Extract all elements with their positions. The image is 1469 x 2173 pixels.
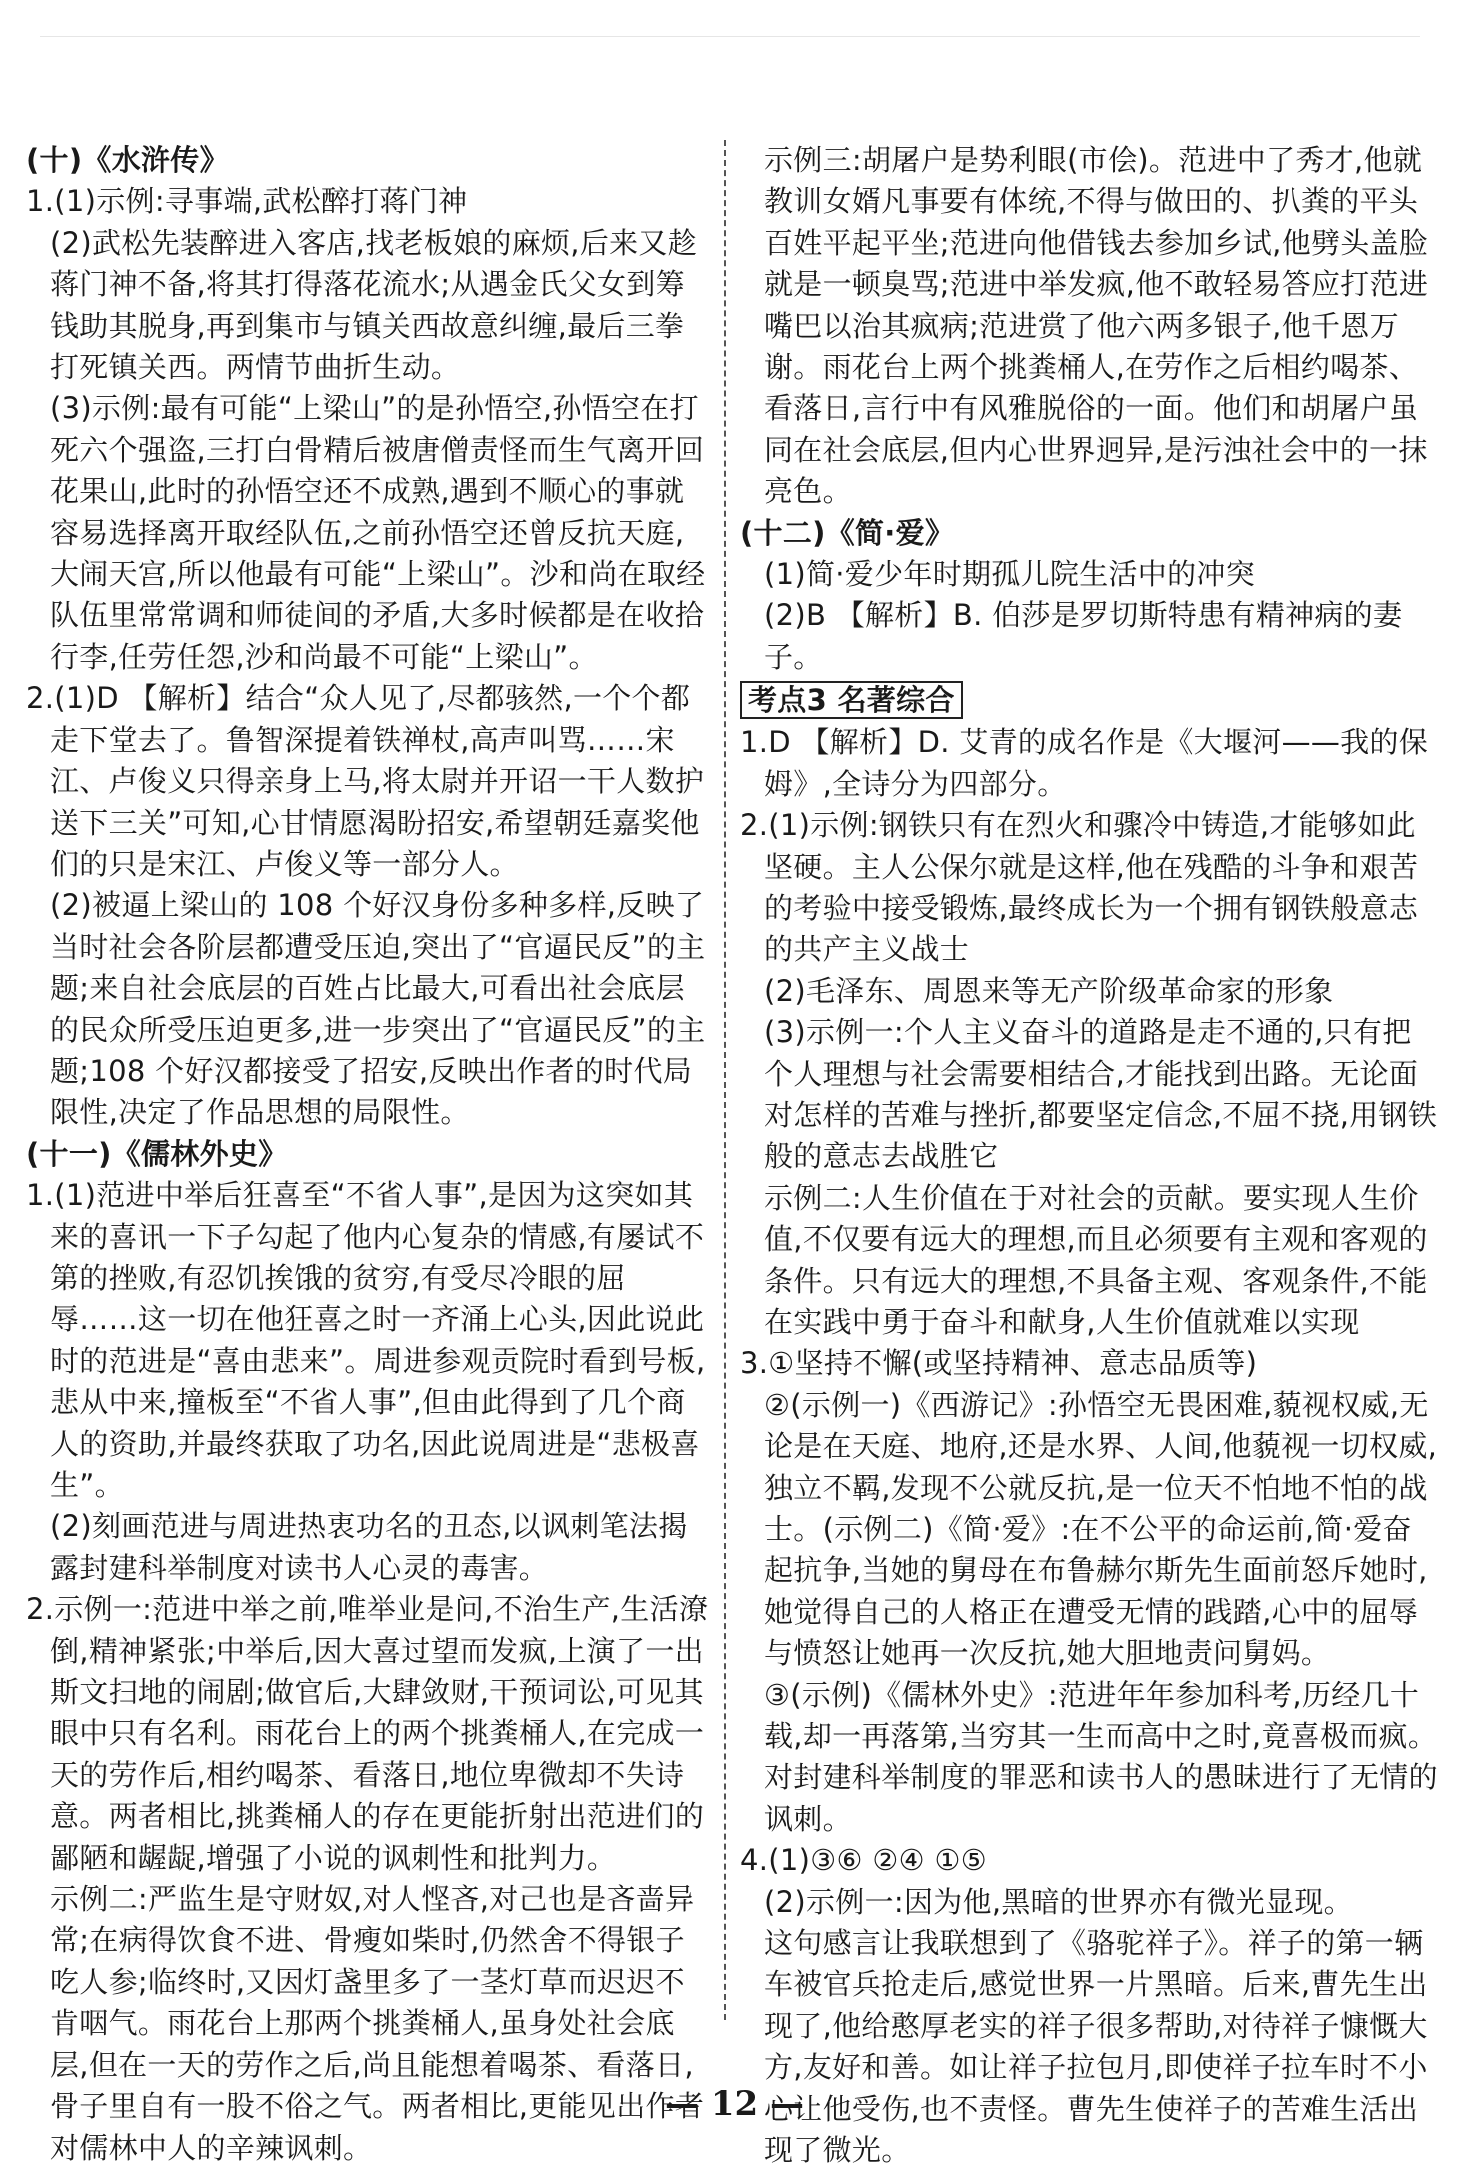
answer-paragraph: 示例二:人生价值在于对社会的贡献。要实现人生价值,不仅要有远大的理想,而且必须要有主观和客观的条件。只有远大的理想,不具备主观、客观条件,不能在实践中勇于奋斗和献身,人生价值就难以实现 [764,1180,1428,1339]
answer-paragraph: (2)毛泽东、周恩来等无产阶级革命家的形象 [764,973,1334,1008]
answer-paragraph: 1.(1)示例:寻事端,武松醉打蒋门神 [26,184,468,219]
answer-paragraph: 2.示例一:范进中举之前,唯举业是问,不治生产,生活潦倒,精神紧张;中举后,因大喜过望而发疯,上演了一出斯文扫地的闹剧;做官后,大肆敛财,干预词讼,可见其眼中只有名利。雨花台上的两个挑粪桶人,在完成一天的劳作后,相约喝茶、看落日,地位卑微却不失诗意。两者相比,挑粪桶人的存在更能折射出范进们的鄙陋和龌龊,增强了小说的讽刺性和批判力。 [26,1592,709,1875]
top-rule [40,36,1420,37]
answer-paragraph: ③(示例)《儒林外史》:范进年年参加科考,历经几十载,却一再落第,当穷其一生而高中之时,竟喜极而疯。对封建科举制度的罪恶和读书人的愚昧进行了无情的讽刺。 [764,1677,1438,1836]
answer-paragraph: (2)武松先装醉进入客店,找老板娘的麻烦,后来又趁蒋门神不备,将其打得落花流水;从遇金氏父女到筹钱助其脱身,再到集市与镇关西故意纠缠,最后三拳打死镇关西。两情节曲折生动。 [50,225,698,385]
answer-paragraph: 示例三:胡屠户是势利眼(市侩)。范进中了秀才,他就教训女婿凡事要有体统,不得与做田的、扒粪的平头百姓平起平坐;范进向他借钱去参加乡试,他劈头盖脸就是一顿臭骂;范进中举发疯,他不敢轻易答应打范进嘴巴以治其疯病;范进赏了他六两多银子,他千恩万谢。雨花台上两个挑粪桶人,在劳作之后相约喝茶、看落日,言行中有风雅脱俗的一面。他们和胡屠户虽同在社会底层,但内心世界迥异,是污浊社会中的一抹亮色。 [764,143,1429,509]
answer-paragraph: 1.(1)范进中举后狂喜至“不省人事”,是因为这突如其来的喜讯一下子勾起了他内心复杂的情感,有屡试不第的挫败,有忍饥挨饿的贫穷,有受尽冷眼的屈辱……这一切在他狂喜之时一齐涌上心头,因此说此时的范进是“喜由悲来”。周进参观贡院时看到号板,悲从中来,撞板至“不省人事”,但由此得到了几个商人的资助,并最终获取了功名,因此说周进是“悲极喜生”。 [26,1178,706,1502]
answer-paragraph: 1.D 【解析】D. 艾青的成名作是《大堰河——我的保姆》,全诗分为四部分。 [740,725,1429,801]
answer-paragraph: 这句感言让我联想到了《骆驼祥子》。祥子的第一辆车被官兵抢走后,感觉世界一片黑暗。后来,曹先生出现了,他给憨厚老实的祥子很多帮助,对待祥子慷慨大方,友好和善。如让祥子拉包月,即使祥子拉车时不小心让他受伤,也不责怪。曹先生使祥子的苦难生活出现了微光。 [764,1926,1428,2168]
answer-paragraph: (2)示例一:因为他,黑暗的世界亦有微光显现。 [764,1884,1353,1919]
answer-paragraph: 2.(1)示例:钢铁只有在烈火和骤冷中铸造,才能够如此坚硬。主人公保尔就是这样,他在残酷的斗争和艰苦的考验中接受锻炼,最终成长为一个拥有钢铁般意志的共产主义战士 [740,808,1419,967]
answer-paragraph: 示例二:严监生是守财奴,对人悭吝,对己也是吝啬异常;在病得饮食不进、骨瘦如柴时,仍然舍不得银子吃人参;临终时,又因灯盏里多了一茎灯草而迟迟不肯咽气。雨花台上那两个挑粪桶人,虽身处社会底层,但在一天的劳作之后,尚且能想着喝茶、看落日,骨子里自有一股不俗之气。两者相比,更能见出作者对儒林中人的辛辣讽刺。 [50,1882,705,2165]
section-title: (十)《水浒传》 [26,143,229,177]
answer-paragraph: (3)示例:最有可能“上梁山”的是孙悟空,孙悟空在打死六个强盗,三打白骨精后被唐僧责怪而生气离开回花果山,此时的孙悟空还不成熟,遇到不顺心的事就容易选择离开取经队伍,之前孙悟空还曾反抗天庭,大闹天宫,所以他最有可能“上梁山”。沙和尚在取经队伍里常常调和师徒间的矛盾,大多时候都是在收拾行李,任劳任怨,沙和尚最不可能“上梁山”。 [50,391,706,674]
answer-paragraph: 2.(1)D 【解析】结合“众人见了,尽都骇然,一个个都走下堂去了。鲁智深提着铁禅杖,高声叫骂……宋江、卢俊义只得亲身上马,将太尉并开诏一干人数护送下三关”可知,心甘情愿渴盼招安,希望朝廷嘉奖他们的只是宋江、卢俊义等一部分人。 [26,681,705,881]
section-heading-box: 考点3 名著综合 [740,681,963,719]
column-divider [724,140,726,2020]
answer-paragraph: (3)示例一:个人主义奋斗的道路是走不通的,只有把个人理想与社会需要相结合,才能找到出路。无论面对怎样的苦难与挫折,都要坚定信念,不屈不挠,用钢铁般的意志去战胜它 [764,1015,1438,1174]
answer-paragraph: (1)简·爱少年时期孤儿院生活中的冲突 [764,557,1255,592]
section-heading [740,678,1440,722]
answer-paragraph: 4.(1)③⑥ ②④ ①⑤ [740,1843,988,1878]
answer-paragraph: ②(示例一)《西游记》:孙悟空无畏困难,藐视权威,无论是在天庭、地府,还是水界、人间,他藐视一切权威,独立不羁,发现不公就反抗,是一位天不怕地不怕的战士。(示例二)《简·爱》:在不公平的命运前,简·爱奋起抗争,当她的舅母在布鲁赫尔斯先生面前怒斥她时,她觉得自己的人格正在遭受无情的践踏,心中的屈辱与愤怒让她再一次反抗,她大胆地责问舅妈。 [764,1387,1438,1671]
section-title: (十一)《儒林外史》 [26,1136,288,1171]
answer-paragraph: (2)B 【解析】B. 伯莎是罗切斯特患有精神病的妻子。 [764,598,1403,674]
section-title: (十二)《简·爱》 [740,515,955,550]
right-column [740,140,1440,2172]
page-number: — 12 — [665,2084,804,2124]
answer-paragraph: (2)被逼上梁山的 108 个好汉身份多种多样,反映了当时社会各阶层都遭受压迫,突出了“官逼民反”的主题;来自社会底层的百姓占比最大,可看出社会底层的民众所受压迫更多,进一步突出了“官逼民反”的主题;108 个好汉都接受了招安,反映出作者的时代局限性,决定了作品思想的局限性。 [50,888,706,1130]
answer-paragraph: (2)刻画范进与周进热衷功名的丑态,以讽刺笔法揭露封建科举制度对读书人心灵的毒害。 [50,1509,688,1585]
left-column [26,140,712,2169]
answer-paragraph: 3.①坚持不懈(或坚持精神、意志品质等) [740,1346,1258,1381]
